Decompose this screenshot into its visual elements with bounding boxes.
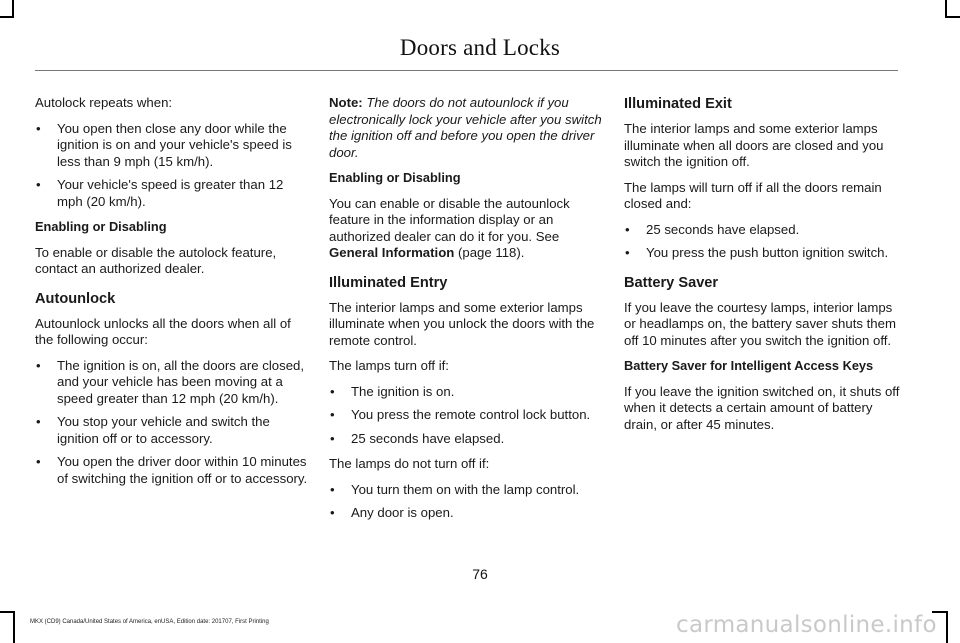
list-item: • Your vehicle's speed is greater than 12 mph (20 km/h). xyxy=(35,177,310,210)
crop-mark-tl-h xyxy=(0,16,14,18)
list-item: • Any door is open. xyxy=(329,505,604,522)
list-item: • You open the driver door within 10 minutes of switching the ignition off or to accessory. xyxy=(35,454,310,487)
battery-saver-heading: Battery Saver xyxy=(624,274,719,291)
column-middle xyxy=(329,95,604,531)
column-left xyxy=(35,95,310,496)
list-item: • You stop your vehicle and switch the ignition off or to accessory. xyxy=(35,414,310,447)
page-number: 76 xyxy=(472,566,488,582)
enable-heading: Enabling or Disabling xyxy=(329,170,461,185)
illuminated-entry-heading: Illuminated Entry xyxy=(329,274,448,291)
crop-mark-tr-h xyxy=(945,16,960,18)
autounlock-text: Autounlock unlocks all the doors when all of the following occur: xyxy=(35,315,291,347)
lamps-turn-off-list xyxy=(329,384,604,448)
list-item: • The ignition is on, all the doors are closed, and your vehicle has been moving at a speed greater than 12 mph (20 km/h). xyxy=(35,358,310,408)
column-right xyxy=(624,95,900,442)
note xyxy=(329,95,604,161)
list-item: • The ignition is on. xyxy=(329,384,604,401)
battery-saver-text: If you leave the courtesy lamps, interior lamps or headlamps on, the battery saver shuts them off 10 minutes after you switch the ignition off. xyxy=(624,299,896,348)
watermark: carmanualsonline.info xyxy=(676,612,937,638)
page-title: Doors and Locks xyxy=(399,35,561,60)
crop-mark-tr-v xyxy=(945,0,947,17)
illuminated-entry-text: The interior lamps and some exterior lamps illuminate when you unlock the doors with the remote control. xyxy=(329,299,595,348)
crop-mark-bl-v xyxy=(13,612,15,643)
header-divider xyxy=(35,70,898,71)
page-reference: (page 118). xyxy=(454,245,525,260)
edition-footer: MKX (CD9) Canada/United States of America, enUSA, Edition date: 201707, First Printing xyxy=(30,619,269,625)
crop-mark-tl-v xyxy=(12,0,14,17)
autolock-intro: Autolock repeats when: xyxy=(35,95,173,110)
autolock-list xyxy=(35,121,310,211)
illuminated-exit-text: The interior lamps and some exterior lamps illuminate when all doors are closed and you switch the ignition off. xyxy=(624,121,884,169)
autounlock-list xyxy=(35,358,310,488)
list-item: • You turn them on with the lamp control. xyxy=(329,482,604,499)
autounlock-heading: Autounlock xyxy=(35,290,116,307)
enable-text xyxy=(329,196,604,262)
lamps-turn-off-intro: The lamps turn off if: xyxy=(329,358,449,373)
lamps-not-off-list xyxy=(329,482,604,522)
exit-list xyxy=(624,222,900,262)
crop-mark-br-v xyxy=(946,612,948,643)
crop-mark-bl-h xyxy=(0,611,15,613)
enable-body: You can enable or disable the autounlock feature in the information display or an authorized dealer can do it for you. See xyxy=(329,195,570,244)
enable-heading: Enabling or Disabling xyxy=(35,219,167,234)
general-information-link[interactable]: General Information xyxy=(329,245,455,260)
battery-saver-sub-heading: Battery Saver for Intelligent Access Keys xyxy=(624,358,874,373)
enable-text: To enable or disable the autolock feature, contact an authorized dealer. xyxy=(35,244,277,276)
list-item: • You open then close any door while the ignition is on and your vehicle's speed is less than 9 mph (15 km/h). xyxy=(35,121,310,171)
illuminated-exit-heading: Illuminated Exit xyxy=(624,96,732,112)
list-item: • You press the remote control lock button. xyxy=(329,407,604,424)
list-item: • You press the push button ignition switch. xyxy=(624,245,900,262)
list-item: • 25 seconds have elapsed. xyxy=(624,222,900,239)
list-item: • 25 seconds have elapsed. xyxy=(329,431,604,448)
battery-saver-sub-text: If you leave the ignition switched on, it shuts off when it detects a certain amount of battery drain, or after 45 minutes. xyxy=(624,383,900,432)
exit-off-text: The lamps will turn off if all the doors remain closed and: xyxy=(624,179,882,211)
note-label: Note: xyxy=(329,95,363,110)
lamps-not-off-intro: The lamps do not turn off if: xyxy=(329,456,490,471)
note-text: The doors do not autounlock if you electronically lock your vehicle after you switch the ignition off and before you open the driver door. xyxy=(329,95,602,160)
